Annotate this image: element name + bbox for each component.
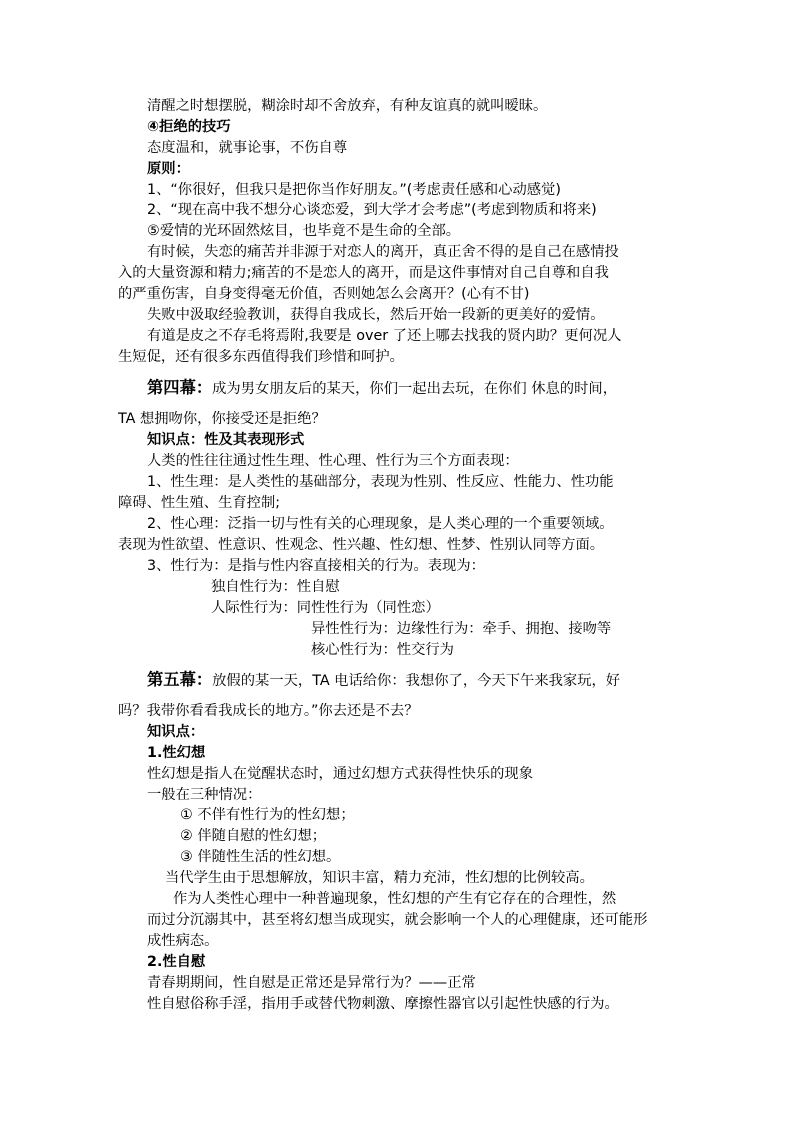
paragraph-line: 性自慰俗称手淫，指用手或替代物刺激、摩擦性器官以引起性快感的行为。 (147, 996, 619, 1012)
paragraph-line: 吗？我带你看看我成长的地方。”你去还是不去？ (118, 703, 419, 719)
paragraph-line: 清醒之时想摆脱，糊涂时却不舍放弃，有种友谊真的就叫暧昧。 (147, 98, 548, 114)
paragraph-line: 性幻想是指人在觉醒状态时，通过幻想方式获得性快乐的现象 (147, 766, 534, 782)
list-item: 独自性行为：性自慰 (211, 579, 340, 595)
list-item: ① 不伴有性行为的性幻想； (180, 807, 355, 823)
list-item: ③ 伴随性生活的性幻想。 (180, 849, 341, 865)
list-item: 人际性行为：同性性行为（同性恋） (211, 600, 440, 616)
paragraph-line: 而过分沉溺其中，甚至将幻想当成现实，就会影响一个人的心理健康，还可能形 (147, 912, 648, 928)
paragraph-line: 失败中汲取经验教训，获得自我成长，然后开始一段新的更美好的爱情。 (147, 307, 605, 323)
list-item: 核心性行为：性交行为 (311, 642, 454, 658)
paragraph-line: 入的大量资源和精力;痛苦的不是恋人的离开，而是这件事情对自己自尊和自我 (118, 265, 609, 281)
list-item: 1、“你很好，但我只是把你当作好朋友。”(考虑责任感和心动感觉) (147, 182, 561, 198)
paragraph-line: TA 想拥吻你，你接受还是拒绝？ (118, 411, 326, 427)
paragraph-line: 作为人类性心理中一种普遍现象，性幻想的产生有它存在的合理性，然 (173, 891, 617, 907)
act-heading: 第五幕： (147, 670, 213, 689)
paragraph-line: 2、性心理：泛指一切与性有关的心理现象，是人类心理的一个重要领域。 (147, 516, 614, 532)
section-heading: 知识点： (147, 724, 205, 740)
act-heading: 第四幕： (147, 378, 213, 397)
act-four-line (147, 377, 617, 399)
act-text: 放假的某一天，TA 电话给你：我想你了，今天下午来我家玩，好 (212, 673, 621, 689)
section-heading: 2.性自慰 (147, 954, 206, 970)
paragraph-line: 人类的性往往通过性生理、性心理、性行为三个方面表现： (147, 453, 519, 469)
section-heading: 原则： (147, 161, 190, 177)
list-item: ② 伴随自慰的性幻想； (180, 828, 327, 844)
paragraph-line: 生短促，还有很多东西值得我们珍惜和呵护。 (118, 349, 404, 365)
paragraph-line: 青春期期间，性自慰是正常还是异常行为？——正常 (147, 975, 476, 991)
section-heading: 1.性幻想 (147, 745, 206, 761)
paragraph-line: ⑤爱情的光环固然炫目，也毕竟不是生命的全部。 (147, 223, 461, 239)
section-heading: ④拒绝的技巧 (147, 119, 231, 135)
act-five-line (147, 669, 620, 691)
section-heading: 知识点：性及其表现形式 (147, 432, 305, 448)
paragraph-line: 成性病态。 (147, 933, 219, 949)
paragraph-line: 有道是皮之不存毛将焉附,我要是 over 了还上哪去找我的贤内助？更何况人 (147, 328, 622, 344)
paragraph-line: 一般在三种情况： (147, 787, 262, 803)
paragraph-line: 1、性生理：是人类性的基础部分，表现为性别、性反应、性能力、性功能 (147, 474, 614, 490)
act-text: 成为男女朋友后的某天，你们一起出去玩，在你们 休息的时间， (212, 381, 617, 397)
list-item: 2、“现在高中我不想分心谈恋爱，到大学才会考虑”(考虑到物质和将来) (147, 202, 597, 218)
list-item: 异性性行为：边缘性行为：牵手、拥抱、接吻等 (311, 621, 612, 637)
paragraph-line: 当代学生由于思想解放，知识丰富，精力充沛，性幻想的比例较高。 (165, 870, 594, 886)
paragraph-line: 障碍、性生殖、生育控制; (118, 495, 281, 511)
paragraph-line: 的严重伤害，自身变得毫无价值，否则她怎么会离开？(心有不甘) (118, 286, 530, 302)
paragraph-line: 表现为性欲望、性意识、性观念、性兴趣、性幻想、性梦、性别认同等方面。 (118, 537, 605, 553)
paragraph-line: 3、性行为：是指与性内容直接相关的行为。表现为： (147, 558, 485, 574)
paragraph-line: 态度温和，就事论事，不伤自尊 (147, 140, 348, 156)
paragraph-line: 有时候，失恋的痛苦并非源于对恋人的离开，真正舍不得的是自己在感情投 (147, 244, 619, 260)
